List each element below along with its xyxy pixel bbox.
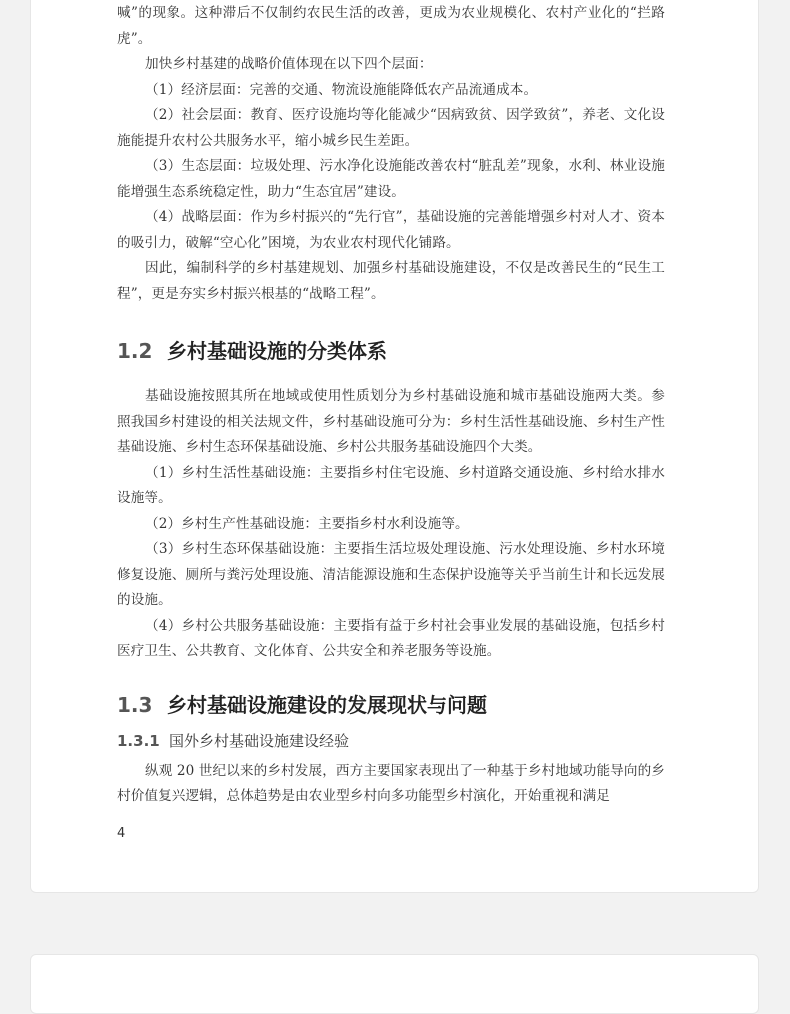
paragraph: 喊”的现象。这种滞后不仅制约农民生活的改善，更成为农业规模化、农村产业化的“拦路虎”。 [117,5,665,47]
paragraph: 加快乡村基建的战略价值体现在以下四个层面： [145,56,433,72]
page-content [117,1,665,810]
page-number: 4 [117,826,126,841]
paragraph: （2）社会层面：教育、医疗设施均等化能减少“因病致贫、因学致贫”，养老、文化设施能提升农村公共服务水平，缩小城乡民生差距。 [117,107,665,149]
subsection-heading-1-3-1 [117,730,665,751]
paragraph: 纵观 20 世纪以来的乡村发展，西方主要国家表现出了一种基于乡村地域功能导向的乡村价值复兴逻辑，总体趋势是由农业型乡村向多功能型乡村演化，开始重视和满足 [117,762,665,804]
document-page [30,0,759,893]
section-heading-1-3 [117,689,665,718]
section-heading-1-2 [117,335,665,364]
next-page [30,954,759,1014]
section-title: 乡村基础设施建设的发展现状与问题 [167,692,487,717]
paragraph: （2）乡村生产性基础设施：主要指乡村水利设施等。 [145,515,469,532]
subsection-title: 国外乡村基础设施建设经验 [169,731,350,750]
section-number: 1.3 [117,692,153,717]
paragraph: 基础设施按照其所在地域或使用性质划分为乡村基础设施和城市基础设施两大类。参照我国乡村建设的相关法规文件，乡村基础设施可分为：乡村生活性基础设施、乡村生产性基础设施、乡村生态环保基础设施、乡村公共服务基础设施四个大类。 [117,388,665,455]
paragraph: （1）经济层面：完善的交通、物流设施能降低农产品流通成本。 [145,81,538,98]
paragraph: （4）乡村公共服务基础设施：主要指有益于乡村社会事业发展的基础设施，包括乡村医疗卫生、公共教育、文化体育、公共安全和养老服务等设施。 [117,617,665,659]
paragraph: （4）战略层面：作为乡村振兴的“先行官”，基础设施的完善能增强乡村对人才、资本的吸引力，破解“空心化”困境，为农业农村现代化铺路。 [117,209,665,251]
paragraph: （1）乡村生活性基础设施：主要指乡村住宅设施、乡村道路交通设施、乡村给水排水设施等。 [117,464,665,506]
section-number: 1.2 [117,339,153,363]
paragraph: 因此，编制科学的乡村基建规划、加强乡村基础设施建设，不仅是改善民生的“民生工程”，更是夯实乡村振兴根基的“战略工程”。 [117,260,665,302]
subsection-number: 1.3.1 [117,731,160,750]
paragraph: （3）生态层面：垃圾处理、污水净化设施能改善农村“脏乱差”现象，水利、林业设施能增强生态系统稳定性，助力“生态宜居”建设。 [117,158,665,200]
paragraph: （3）乡村生态环保基础设施：主要指生活垃圾处理设施、污水处理设施、乡村水环境修复设施、厕所与粪污处理设施、清洁能源设施和生态保护设施等关乎当前生计和长远发展的设施。 [117,541,665,608]
section-title: 乡村基础设施的分类体系 [167,339,387,363]
